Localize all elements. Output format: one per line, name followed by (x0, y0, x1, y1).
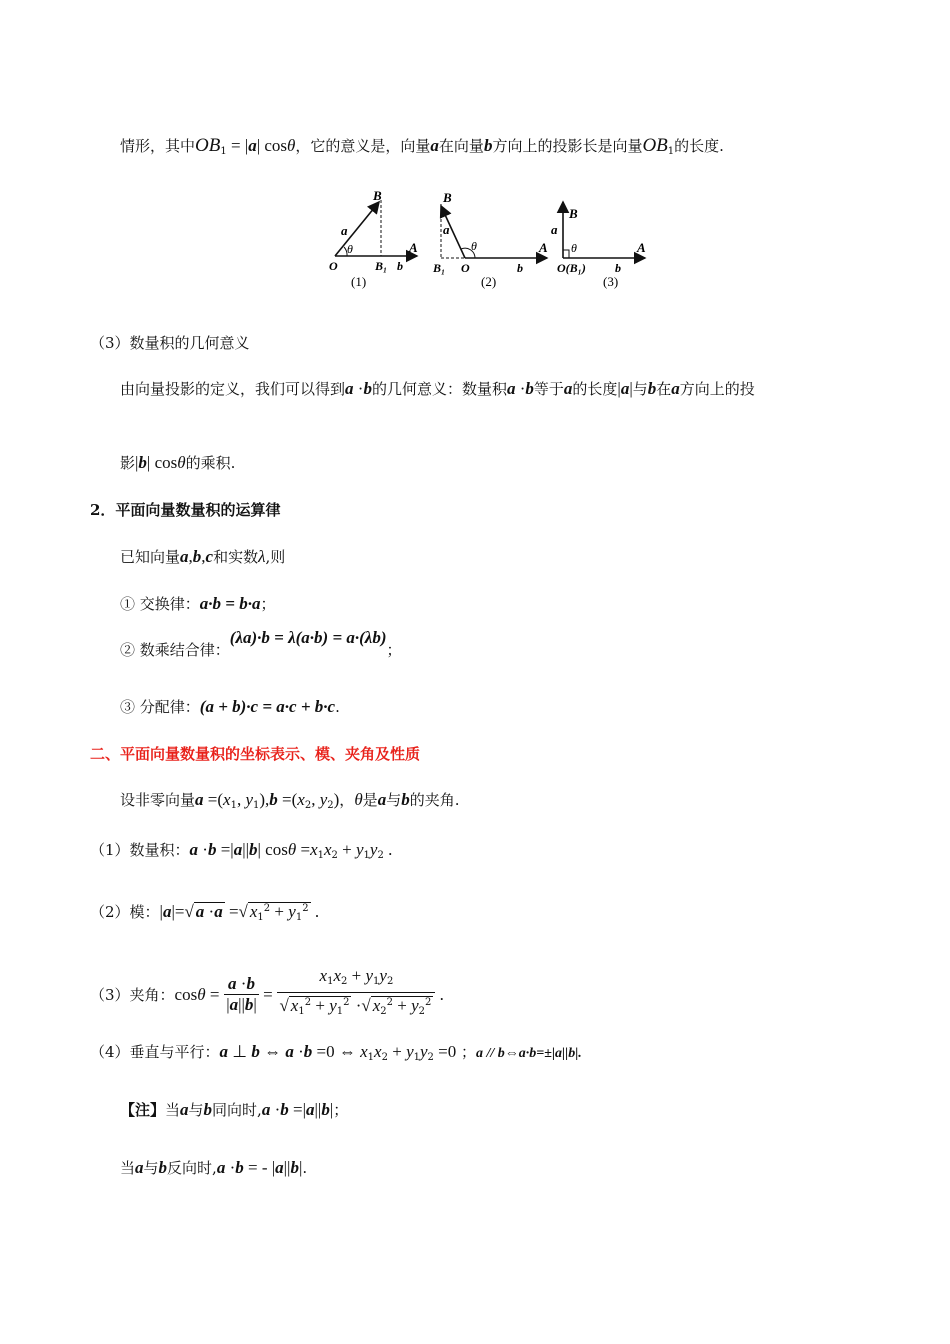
note2-text-c: 反向时, (167, 1159, 217, 1177)
item-perp-parallel: （4）垂直与平行：a ⊥ b ⇔ a ·b =0 ⇔ $x_1x_2 + y_1y_2 =0$ ；a // b⇔a·b=±|a||b|. (90, 1042, 582, 1063)
sec3-text-a: 由向量投影的定义，我们可以得到 (120, 380, 346, 398)
item1-label: （1）数量积： (90, 841, 190, 859)
fig2-caption: (2) (481, 274, 497, 289)
figure-3 (551, 202, 646, 289)
sec3-paragraph-1: 由向量投影的定义，我们可以得到a ·b的几何意义：数量积a ·b等于a的长度|a|与b在a方向上的投 (120, 379, 755, 398)
figure-2 (432, 190, 548, 289)
sec3-text-b: 的几何意义：数量积 (371, 380, 507, 398)
intro-text-2: ，它的意义是，向量 (295, 137, 431, 155)
item-modulus: （2）模：|a|=√ a ·a =√ $x_1^2 + y_1^2$ . (90, 902, 320, 923)
law3-label: ③ 分配律： (120, 698, 200, 716)
fig2-label-b: b (517, 261, 523, 275)
law1-end: ； (260, 595, 276, 613)
item-dot-product: （1）数量积：a ·b =|a||b| $\cos\theta =x_1x_2 + y_1y_2$ . (90, 840, 393, 861)
sec3-text-g: 方向上的投 (679, 380, 755, 398)
fig2-label-B1: B₁ (433, 261, 446, 275)
sec3-text-e: 与 (632, 380, 648, 398)
sec3-text-f: 在 (656, 380, 672, 398)
figure-1 (329, 188, 418, 289)
note2-text-b: 与 (143, 1159, 159, 1177)
fig1-label-O: O (329, 259, 338, 273)
intro-text-4: 方向上的投影长是向量 (492, 137, 643, 155)
sec3-text-h: 影 (120, 454, 136, 472)
setup-text-b: 是 (362, 791, 378, 809)
note2-text-a: 当 (120, 1159, 136, 1177)
note-opposite-direction: 当a与b反向时,a ·b = - |a||b|. (120, 1158, 308, 1177)
law2-label: ② 数乘结合律： (120, 641, 230, 659)
fig2-label-O: O (461, 261, 470, 275)
note1-end: ； (333, 1101, 349, 1119)
intro-text-1: 情形，其中 (120, 137, 196, 155)
law3-formula: (a + b)·c = a·c + b·c (199, 697, 336, 716)
note-same-direction: 【注】当a与b同向时,a ·b =|a||b|； (120, 1100, 349, 1119)
note1-text-c: 同向时, (212, 1101, 262, 1119)
fig3-label-B: B (569, 206, 578, 221)
note-label: 【注】 (120, 1101, 166, 1119)
sec3-heading: （3）数量积的几何意义 (90, 334, 250, 352)
fig2-label-a: a (443, 222, 450, 237)
given-text-c: ,则 (265, 548, 286, 566)
law-associative (120, 628, 402, 660)
fig1-label-A: A (409, 240, 418, 255)
setup-text-a: 设非零向量 (120, 791, 196, 809)
fig1-label-theta: θ (347, 242, 353, 256)
fig1-label-b: b (397, 259, 403, 273)
item4-label: （4）垂直与平行： (90, 1043, 220, 1061)
fig2-label-theta: θ (471, 239, 477, 253)
intro-formula: $OB_1 = |a|$ cosθ (195, 135, 296, 157)
law1-label: ① 交换律： (120, 595, 200, 613)
sec3-text-d: 的长度 (572, 380, 618, 398)
setup-text-d: 的夹角. (409, 791, 460, 809)
item2-label: （2）模： (90, 903, 160, 921)
law2-formula: (λa)·b = λ(a·b) = a·(λb) (229, 628, 387, 647)
item-angle: （3）夹角：cosθ = $\frac{a \cdot b}{|a||b|}$ = $\frac{x_1x_2 + y_1y_2}{√ x_1^2 + y_1^2 \cdot√ x_2^2 + y_2^2}$ . (90, 968, 444, 1024)
fig2-label-B: B (443, 190, 452, 205)
fig3-label-b: b (615, 261, 621, 275)
part2-heading: 二、平面向量数量积的坐标表示、模、夹角及性质 (90, 745, 421, 763)
intro-text-5: 的长度. (674, 137, 724, 155)
sec2-heading: 2．平面向量数量积的运算律 (90, 501, 281, 519)
item3-label: （3）夹角： (90, 986, 175, 1004)
note1-text-b: 与 (188, 1101, 204, 1119)
projection-figures (325, 186, 655, 294)
sec3-paragraph-2: 影|b| cosθ的乘积. (120, 453, 236, 472)
law2-end: ； (386, 641, 402, 659)
item4-tail: a // b⇔a·b=±|a||b|. (476, 1046, 582, 1061)
law-commutative (120, 594, 275, 614)
fig3-caption: (3) (603, 274, 619, 289)
sec2-given: 已知向量a,b,c和实数λ,则 (120, 547, 286, 566)
fig2-label-A: A (539, 240, 548, 255)
fig1-label-B1: B₁ (375, 259, 388, 273)
intro-text-3: 在向量 (438, 137, 484, 155)
fig3-label-theta: θ (571, 241, 577, 255)
fig3-label-A: A (637, 240, 646, 255)
law-distributive (120, 697, 340, 717)
sec3-text-i: 的乘积. (185, 454, 236, 472)
law1-formula: a·b = b·a (199, 594, 261, 613)
note2-end: . (302, 1159, 308, 1177)
intro-line: 情形，其中$OB_1 = |a|$ cosθ，它的意义是，向量a在向量b方向上的投影长是向量$OB_1$的长度. (120, 135, 724, 157)
given-text-b: 和实数 (213, 548, 259, 566)
angle-fraction-1: $\frac{a \cdot b}{|a||b|}$ (226, 973, 257, 1014)
fig3-label-OB1: O(B₁) (557, 261, 586, 275)
fig3-label-a: a (551, 222, 558, 237)
fig1-caption: (1) (351, 274, 367, 289)
part2-setup: 设非零向量$a =(x_1$, $y_1),b =(x_2$, $y_2$)，θ是a与b的夹角. (120, 790, 460, 811)
fig1-label-B: B (373, 188, 382, 203)
setup-text-c: 与 (386, 791, 402, 809)
fig1-label-a: a (341, 223, 348, 238)
note1-text-a: 当 (165, 1101, 181, 1119)
sec3-text-c: 等于 (533, 380, 564, 398)
angle-fraction-2: $\frac{x_1x_2 + y_1y_2}{√ x_1^2 + y_1^2 \cdot√ x_2^2 + y_2^2}$ (277, 966, 435, 1022)
law3-end: . (335, 698, 340, 716)
given-text-a: 已知向量 (120, 548, 181, 566)
